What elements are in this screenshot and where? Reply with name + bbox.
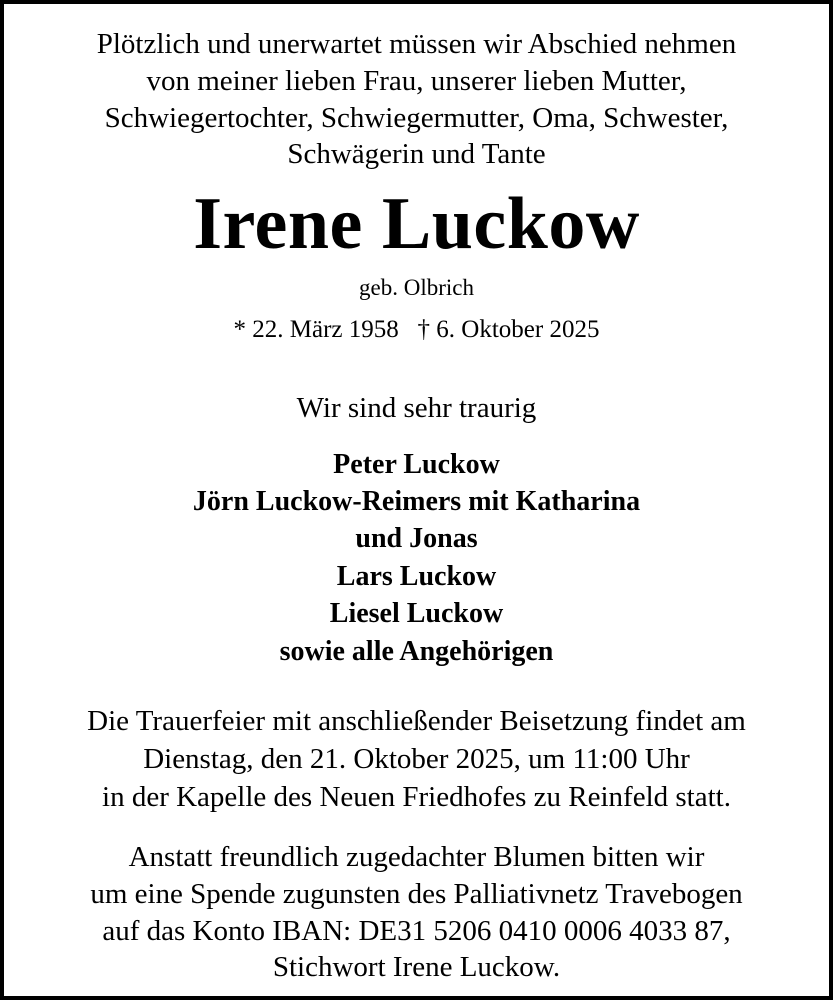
- ceremony-line: Dienstag, den 21. Oktober 2025, um 11:00 Uhr: [143, 743, 690, 775]
- donation-line: auf das Konto IBAN: DE31 5206 0410 0006 4033 87,: [102, 915, 731, 947]
- life-dates: * 22. März 1958 † 6. Oktober 2025: [233, 316, 600, 343]
- intro-line: Schwiegertochter, Schwiegermutter, Oma, Schwester,: [104, 102, 729, 134]
- mourner-line: sowie alle Angehörigen: [279, 636, 554, 667]
- donation-line: Anstatt freundlich zugedachter Blumen bitten wir: [128, 841, 705, 873]
- maiden-name: geb. Olbrich: [359, 275, 474, 300]
- intro-line: Schwägerin und Tante: [287, 138, 546, 170]
- mourner-line: und Jonas: [355, 523, 478, 554]
- donation-line: Stichwort Irene Luckow.: [272, 951, 561, 983]
- mourner-line: Liesel Luckow: [329, 598, 504, 629]
- mourner-line: Jörn Luckow-Reimers mit Katharina: [192, 486, 641, 517]
- mourning-line: Wir sind sehr traurig: [296, 392, 537, 424]
- donation-line: um eine Spende zugunsten des Palliativnetz Travebogen: [90, 878, 743, 910]
- ceremony-line: in der Kapelle des Neuen Friedhofes zu Reinfeld statt.: [102, 781, 731, 813]
- mourner-line: Lars Luckow: [336, 561, 497, 592]
- intro-line: Plötzlich und unerwartet müssen wir Abschied nehmen: [96, 28, 737, 60]
- deceased-name: Irene Luckow: [193, 183, 640, 265]
- intro-line: von meiner lieben Frau, unserer lieben Mutter,: [146, 65, 687, 97]
- ceremony-line: Die Trauerfeier mit anschließender Beisetzung findet am: [87, 705, 746, 737]
- mourner-line: Peter Luckow: [333, 449, 500, 480]
